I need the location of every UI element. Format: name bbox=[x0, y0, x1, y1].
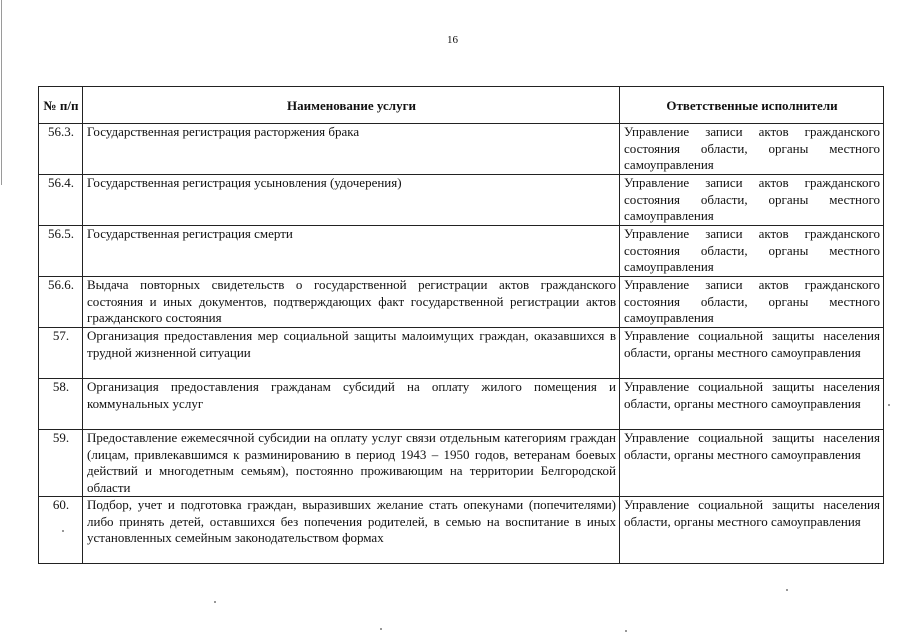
scan-speck bbox=[214, 601, 216, 603]
table-body bbox=[39, 124, 884, 564]
row-number: 56.3. bbox=[39, 124, 83, 175]
page-number: 16 bbox=[447, 34, 458, 46]
table-row bbox=[39, 430, 884, 497]
services-table bbox=[38, 86, 884, 564]
scan-speck bbox=[888, 404, 890, 406]
table-row bbox=[39, 379, 884, 430]
table-header bbox=[39, 87, 884, 124]
responsible-executors: Управление социальной защиты населения области, органы местного самоуправления bbox=[620, 379, 884, 430]
table-row bbox=[39, 497, 884, 564]
scan-speck bbox=[380, 628, 382, 630]
responsible-executors: Управление записи актов гражданского состояния области, органы местного самоуправления bbox=[620, 226, 884, 277]
scan-speck bbox=[786, 589, 788, 591]
responsible-executors: Управление социальной защиты населения области, органы местного самоуправления bbox=[620, 328, 884, 379]
table-row bbox=[39, 328, 884, 379]
table-row bbox=[39, 175, 884, 226]
row-number: 56.6. bbox=[39, 277, 83, 328]
responsible-executors: Управление социальной защиты населения области, органы местного самоуправления bbox=[620, 497, 884, 564]
row-number: 57. bbox=[39, 328, 83, 379]
row-number: 56.4. bbox=[39, 175, 83, 226]
row-number: 60. bbox=[39, 497, 83, 564]
scan-speck bbox=[625, 630, 627, 632]
scan-speck bbox=[62, 530, 64, 532]
header-row bbox=[39, 87, 884, 124]
responsible-executors: Управление записи актов гражданского состояния области, органы местного самоуправления bbox=[620, 175, 884, 226]
table-row bbox=[39, 277, 884, 328]
header-service-name: Наименование услуги bbox=[83, 87, 620, 124]
row-number: 56.5. bbox=[39, 226, 83, 277]
margin-mark bbox=[1, 0, 2, 185]
service-name: Организация предоставления гражданам субсидий на оплату жилого помещения и коммунальных услуг bbox=[83, 379, 620, 430]
responsible-executors: Управление социальной защиты населения области, органы местного самоуправления bbox=[620, 430, 884, 497]
responsible-executors: Управление записи актов гражданского состояния области, органы местного самоуправления bbox=[620, 124, 884, 175]
service-name: Государственная регистрация расторжения брака bbox=[83, 124, 620, 175]
service-name: Государственная регистрация смерти bbox=[83, 226, 620, 277]
service-name: Государственная регистрация усыновления (удочерения) bbox=[83, 175, 620, 226]
service-name: Организация предоставления мер социальной защиты малоимущих граждан, оказавшихся в трудной жизненной ситуации bbox=[83, 328, 620, 379]
responsible-executors: Управление записи актов гражданского состояния области, органы местного самоуправления bbox=[620, 277, 884, 328]
service-name: Предоставление ежемесячной субсидии на оплату услуг связи отдельным категориям граждан (лицам, привлекавшимся к разминированию в период 1943 – 1950 годов, ветеранам боевых действий и многодетным семьям), постоянно проживающим на территории Белгородской области bbox=[83, 430, 620, 497]
service-name: Подбор, учет и подготовка граждан, выразивших желание стать опекунами (попечителями) либо принять детей, оставшихся без попечения родителей, в семью на воспитание в иных установленных семейным законодательством формах bbox=[83, 497, 620, 564]
table-row bbox=[39, 226, 884, 277]
service-name: Выдача повторных свидетельств о государственной регистрации актов гражданского состояния и иных документов, подтверждающих факт государственной регистрации актов гражданского состояния bbox=[83, 277, 620, 328]
row-number: 59. bbox=[39, 430, 83, 497]
table-row bbox=[39, 124, 884, 175]
header-responsible: Ответственные исполнители bbox=[620, 87, 884, 124]
row-number: 58. bbox=[39, 379, 83, 430]
header-number: № п/п bbox=[39, 87, 83, 124]
